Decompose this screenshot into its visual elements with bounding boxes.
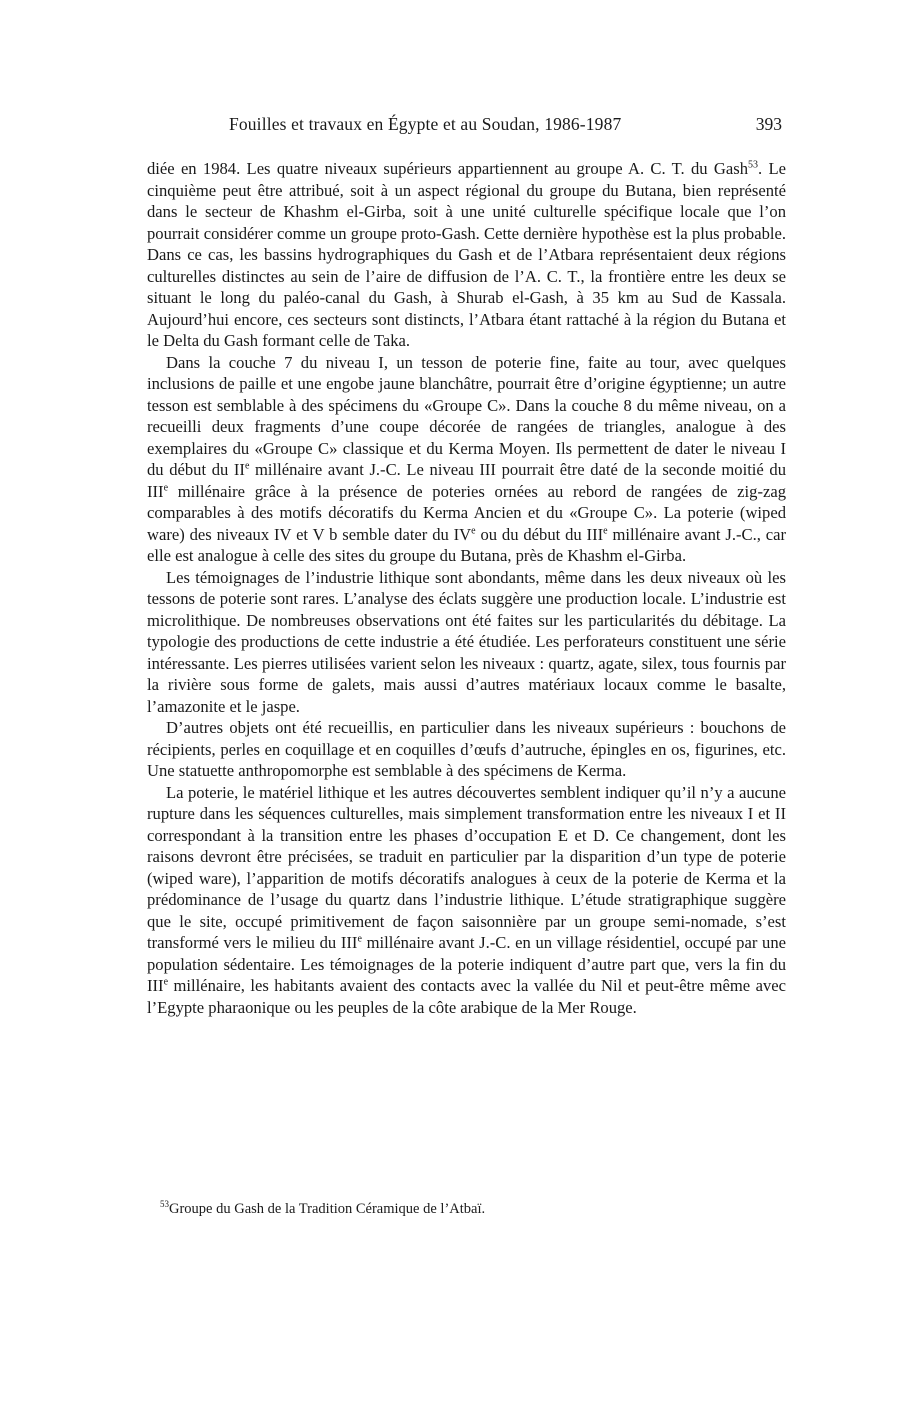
running-title: Fouilles et travaux en Égypte et au Soudan, 1986-1987 (229, 114, 622, 134)
text-run: millénaire avant J.-C., car elle est analogue à celle des sites du groupe du Butana, près de Khashm el-Girba. (147, 524, 786, 565)
superscript: e (357, 933, 362, 945)
text-run: Dans la couche 7 du niveau I, un tesson de poterie fine, faite au tour, avec quelques inclusions de paille et une engobe jaune blanchâtre, pourrait être d’origine égyptienne; un autre tesson est semblable à des spécimens du «Groupe C». Dans la couche 8 du même niveau, on a recueilli deux fragments d’une coupe décorée de rangées de triangles, analogue à des exemplaires du «Groupe C» classique et du Kerma Moyen. Ils permettent de dater le niveau I du début du II (147, 352, 786, 479)
superscript: e (163, 481, 169, 493)
text-run: millénaire, les habitants avaient des contacts avec la vallée du Nil et peut-être même avec l’Egypte pharaonique ou les peuples de la côte arabique de la Mer Rouge. (147, 976, 786, 1017)
superscript: e (244, 460, 250, 472)
body-text (147, 158, 786, 1018)
paragraph-2 (147, 352, 786, 567)
text-run: Les témoignages de l’industrie lithique sont abondants, même dans les deux niveaux où les tessons de poterie sont rares. L’analyse des éclats suggère une production locale. L’industrie est microlithique. De nombreuses observations ont été faites sur les particularités du débitage. La typologie des productions de cette industrie a été étudiée. Les perforateurs constituent une série intéressante. Les pierres utilisées varient selon les niveaux : quartz, agate, silex, tous fournis par la rivière sous forme de galets, mais aussi d’autres matériaux locaux comme le basalte, l’amazonite et le jaspe. (147, 567, 786, 716)
paragraph-4 (147, 717, 786, 782)
text-run: ou du début du III (475, 524, 604, 544)
footnote-text: Groupe du Gash de la Tradition Céramique de l’Atbaï. (169, 1201, 486, 1217)
footnote-marker: 53 (160, 1199, 169, 1210)
text-run: . Le cinquième peut être attribué, soit à un aspect régional du groupe du Butana, bien représenté dans le secteur de Khashm el-Girba, soit à une unité culturelle spécifique locale que l’on pourrait considérer comme un groupe proto-Gash. Cette dernière hypothèse est la plus probable. Dans ce cas, les bassins hydrographiques du Gash et de l’Atbara représentaient deux régions culturelles distinctes au sein de l’aire de diffusion de l’A. C. T., la frontière entre les deux se situant le long du paléo-canal du Gash, à Shurab el-Gash, à 35 km au Sud de Kassala. Aujourd’hui encore, ces secteurs sont distincts, l’Atbara étant rattaché à la région du Butana et le Delta du Gash formant celle de Taka. (147, 159, 786, 350)
superscript: 53 (748, 159, 759, 171)
text-run: millénaire grâce à la présence de poteries ornées au rebord de rangées de zig-zag comparables à des motifs décoratifs du Kerma Ancien et du «Groupe C». La poterie (wiped ware) des niveaux IV et V b semble dater du IV (147, 481, 786, 544)
text-run: D’autres objets ont été recueillis, en particulier dans les niveaux supérieurs : bouchons de récipients, perles en coquillage et en coquilles d’œufs d’autruche, épingles en os, figurines, etc. Une statuette anthropomorphe est semblable à des spécimens de Kerma. (147, 718, 786, 780)
text-run: millénaire avant J.-C. en un village résidentiel, occupé par une population sédentaire. Les témoignages de la poterie indiquent d’autre part que, vers la fin du III (147, 933, 787, 995)
superscript: e (471, 524, 476, 536)
running-header (147, 110, 786, 142)
text-run: La poterie, le matériel lithique et les autres découvertes semblent indiquer qu’il n’y a aucune rupture dans les séquences culturelles, mais simplement transformation entre les niveaux I et II correspondant à la transition entre les phases d’occupation E et D. Ce changement, dont les raisons devront être précisées, se traduit en particulier par la disparition d’un type de poterie (wiped ware), l’apparition de motifs décoratifs analogues à ceux de la poterie de Kerma et la prédominance de l’usage du quartz dans l’industrie lithique. L’étude stratigraphique suggère que le site, occupé primitivement de façon saisonnière par un groupe semi-nomade, s’est transformé vers le milieu du III (147, 782, 786, 952)
footnote (160, 1200, 485, 1218)
text-run: millénaire avant J.-C. Le niveau III pourrait être daté de la seconde moitié du III (147, 460, 786, 501)
page-number: 393 (755, 114, 782, 134)
paragraph-3 (147, 567, 786, 718)
paragraph-1 (147, 158, 786, 352)
text-run: diée en 1984. Les quatre niveaux supérieurs appartiennent au groupe A. C. T. du Gash (147, 159, 749, 178)
paragraph-5 (147, 782, 786, 1019)
superscript: e (603, 524, 608, 536)
superscript: e (163, 976, 169, 988)
document-page (147, 110, 787, 1217)
